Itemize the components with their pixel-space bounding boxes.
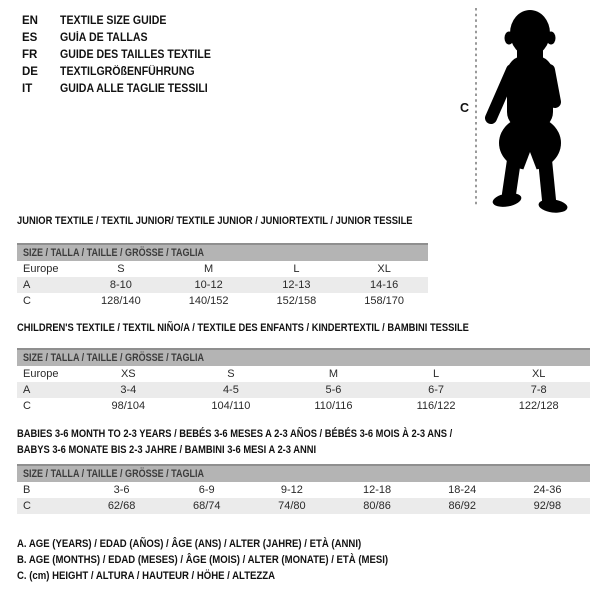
language-title: GUIDE DES TAILLES TEXTILE <box>60 49 211 61</box>
height-measure-label: C <box>460 101 470 115</box>
value-cell: XS <box>120 368 136 380</box>
value-cell: 92/98 <box>505 498 590 514</box>
row-label-cell: C <box>23 295 31 307</box>
height-figure <box>452 2 598 214</box>
value-cell: M <box>204 263 214 275</box>
language-code: FR <box>22 49 38 61</box>
value-cell: 6-9 <box>198 484 215 496</box>
size-header-cell <box>17 244 428 261</box>
row-label-cell: B <box>23 484 31 496</box>
table-row <box>17 382 590 398</box>
language-code: ES <box>22 32 38 44</box>
table-row <box>17 293 428 309</box>
value-cell: 74/80 <box>249 498 334 514</box>
value-cell: 110/116 <box>314 400 353 412</box>
language-title: GUÍA DE TALLAS <box>60 32 148 44</box>
footnote-a: A. AGE (YEARS) / EDAD (AÑOS) / ÂGE (ANS) / ALTER (JAHRE) / ETÀ (ANNI) <box>17 538 362 550</box>
row-label-cell: A <box>17 277 77 293</box>
section-title-text: JUNIOR TEXTILE / TEXTIL JUNIOR/ TEXTILE JUNIOR / JUNIORTEXTIL / JUNIOR TESSILE <box>17 215 413 227</box>
language-row-de <box>22 64 224 81</box>
value-cell: 14-16 <box>340 277 428 293</box>
value-cell: 3-4 <box>77 382 180 398</box>
value-cell: 6-7 <box>385 382 488 398</box>
children-size-table <box>17 348 590 414</box>
footnote-b: B. AGE (MONTHS) / EDAD (MESES) / ÂGE (MOIS) / ALTER (MONATE) / ETÀ (MESI) <box>17 554 389 566</box>
table-row <box>17 482 590 498</box>
value-cell: XL <box>531 368 546 380</box>
language-row-it <box>22 81 224 98</box>
value-cell: 62/68 <box>79 498 164 514</box>
section-title-text-line2: BABYS 3-6 MONATE BIS 2-3 JAHRE / BAMBINI 3-6 MESI A 2-3 ANNI <box>17 444 317 456</box>
language-title: GUIDA ALLE TAGLIE TESSILI <box>60 83 208 95</box>
row-label-cell: Europe <box>23 368 59 380</box>
value-cell: 80/86 <box>334 498 419 514</box>
size-header-label: SIZE / TALLA / TAILLE / GRÖSSE / TAGLIA <box>23 468 205 480</box>
value-cell: L <box>293 263 300 275</box>
value-cell: 98/104 <box>111 400 146 412</box>
value-cell: 9-12 <box>280 484 303 496</box>
section-junior-textile <box>17 215 428 309</box>
language-row-es <box>22 30 224 47</box>
value-cell: 24-36 <box>533 484 562 496</box>
size-header-row <box>17 349 590 366</box>
size-header-label: SIZE / TALLA / TAILLE / GRÖSSE / TAGLIA <box>23 247 205 259</box>
table-row <box>17 277 428 293</box>
row-label-cell: C <box>23 400 31 412</box>
footnote-legend <box>17 536 444 584</box>
value-cell: 12-13 <box>253 277 341 293</box>
footnote-c: C. (cm) HEIGHT / ALTURA / HAUTEUR / HÖHE / ALTEZZA <box>17 570 276 582</box>
section-babies-textile <box>17 426 590 514</box>
language-row-fr <box>22 47 224 64</box>
value-cell: 4-5 <box>180 382 283 398</box>
value-cell: 122/128 <box>518 400 559 412</box>
babies-size-table <box>17 464 590 514</box>
row-label-cell: A <box>17 382 77 398</box>
size-header-label: SIZE / TALLA / TAILLE / GRÖSSE / TAGLIA <box>23 352 205 364</box>
value-cell: 128/140 <box>100 295 141 307</box>
row-label-cell: Europe <box>23 263 59 275</box>
language-code: EN <box>22 15 38 27</box>
value-cell: 3-6 <box>113 484 130 496</box>
value-cell: 152/158 <box>276 295 317 307</box>
language-title: TEXTILGRÖßENFÜHRUNG <box>60 66 195 78</box>
value-cell: XL <box>377 263 391 275</box>
section-title-text-line1: BABIES 3-6 MONTH TO 2-3 YEARS / BEBÉS 3-6 MESES A 2-3 AÑOS / BÉBÉS 3-6 MOIS À 2-3 ANS / <box>17 428 453 440</box>
value-cell: 104/110 <box>211 400 251 412</box>
value-cell: 12-18 <box>362 484 392 496</box>
value-cell: 158/170 <box>364 295 404 307</box>
value-cell: 5-6 <box>282 382 385 398</box>
value-cell: 86/92 <box>420 498 505 514</box>
value-cell: 140/152 <box>188 295 229 307</box>
table-row <box>17 366 590 382</box>
value-cell: 10-12 <box>165 277 253 293</box>
section-title-babies <box>17 426 590 458</box>
baby-silhouette-image <box>452 2 598 214</box>
value-cell: S <box>227 368 235 380</box>
value-cell: 116/122 <box>416 400 456 412</box>
baby-silhouette <box>491 10 568 214</box>
row-label-cell: C <box>17 498 79 514</box>
size-header-row <box>17 244 428 261</box>
value-cell: 7-8 <box>487 382 590 398</box>
value-cell: L <box>433 368 440 380</box>
size-header-cell <box>17 465 590 482</box>
section-title-children <box>17 322 590 335</box>
section-children-textile <box>17 322 590 414</box>
language-title-list <box>22 13 224 98</box>
size-header-cell <box>17 349 590 366</box>
language-code: IT <box>22 83 33 95</box>
section-title-junior <box>17 215 428 228</box>
value-cell: S <box>117 263 125 275</box>
value-cell: M <box>328 368 339 380</box>
language-title: TEXTILE SIZE GUIDE <box>60 15 167 27</box>
value-cell: 68/74 <box>164 498 249 514</box>
size-header-row <box>17 465 590 482</box>
value-cell: 8-10 <box>77 277 165 293</box>
language-code: DE <box>22 66 38 78</box>
junior-size-table <box>17 243 428 309</box>
value-cell: 18-24 <box>448 484 477 496</box>
table-row <box>17 498 590 514</box>
table-row <box>17 261 428 277</box>
table-row <box>17 398 590 414</box>
section-title-text: CHILDREN'S TEXTILE / TEXTIL NIÑO/A / TEXTILE DES ENFANTS / KINDERTEXTIL / BAMBINI TESSILE <box>17 322 469 334</box>
language-row-en <box>22 13 224 30</box>
